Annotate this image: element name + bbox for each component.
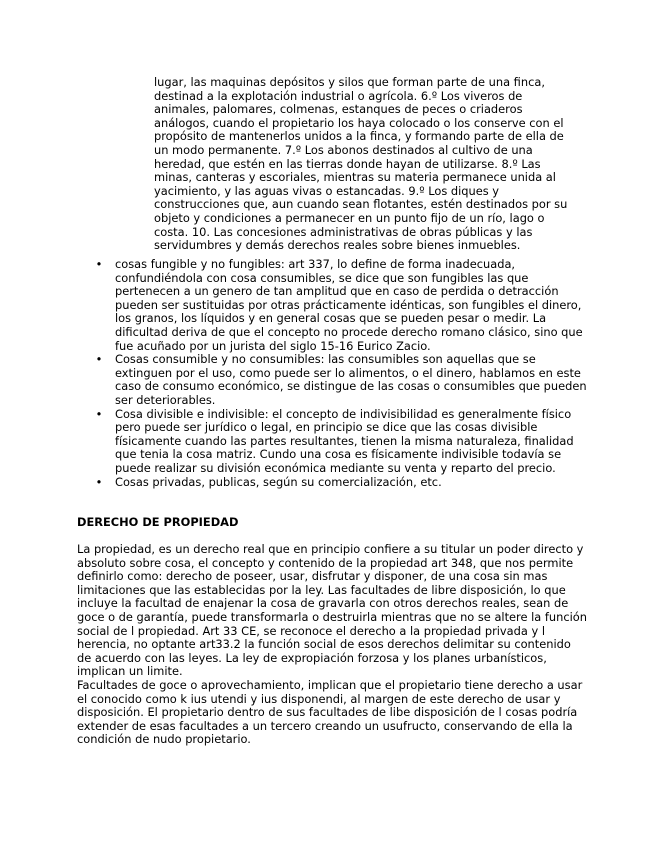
list-item-text: Cosa divisible e indivisible: el concepto de indivisibilidad es generalmente físico pero puede ser jurídico o legal, en principio se dice que las cosas divisible físicamente cuando las partes resultantes, tienen la misma naturaleza, finalidad que tenia la cosa matriz. Cundo una cosa es físicamente indivisible todavía se puede realizar su división económica mediante su venta y reparto del precio. — [115, 406, 574, 475]
section-heading: DERECHO DE PROPIEDAD — [77, 515, 239, 529]
list-item-text: cosas fungible y no fungibles: art 337, lo define de forma inadecuada, confundiéndola con cosa consumibles, se dice que son fungibles las que pertenecen a un genero de tan amplitud que en caso de perdida o detracción pueden ser sustituidas por otras prácticamente idénticas, son fungibles el dinero, los granos, los líquidos y en general cosas que se pueden pesar o medir. La dificultad deriva de que el concepto no procede derecho romano clásico, sino que fue acuñado por un jurista del siglo 15-16 Eurico Zacio. — [115, 257, 583, 353]
list-item — [88, 258, 588, 353]
list-item — [88, 408, 588, 476]
list-item-text: Cosas privadas, publicas, según su comercialización, etc. — [115, 474, 442, 489]
list-item — [88, 353, 588, 407]
bullet-list — [88, 258, 588, 489]
bullet-icon: • — [95, 352, 103, 367]
body-paragraph: La propiedad, es un derecho real que en principio confiere a su titular un poder directo y absoluto sobre cosa, el concepto y contenido de la propiedad art 348, que nos permite definirlo como: derecho de poseer, usar, disfrutar y disponer, de una cosa sin mas limitaciones que las establecidas por la ley. Las facultades de libre disposición, lo que incluye la facultad de enajenar la cosa de gravarla con otros derechos reales, sean de goce o de garantía, puede transformarla o destruirla mientras que no se altere la función social de l propiedad. Art 33 CE, se reconoce el derecho a la propiedad privada y l herencia, no optante art33.2 la función social de esos derechos delimitar su contenido de acuerdo con las leyes. La ley de expropiación forzosa y los planes urbanísticos, implican un limite. — [77, 542, 587, 679]
continuation-paragraph: lugar, las maquinas depósitos y silos que forman parte de una finca, destinad a la explotación industrial o agrícola. 6.º Los viveros de animales, palomares, colmenas, estanques de peces o criaderos análogos, cuando el propietario los haya colocado o los conserve con el propósito de mantenerlos unidos a la finca, y formando parte de ella de un modo permanente. 7.º Los abonos destinados al cultivo de una heredad, que estén en las tierras donde hayan de utilizarse. 8.º Las minas, canteras y escoriales, mientras su materia permanece unida al yacimiento, y las aguas vivas o estancadas. 9.º Los diques y construcciones que, aun cuando sean flotantes, estén destinados por su objeto y condiciones a permanecer en un punto fijo de un río, lago o costa. 10. Las concesiones administrativas de obras públicas y las servidumbres y demás derechos reales sobre bienes inmuebles. — [154, 75, 568, 253]
list-item-text: Cosas consumible y no consumibles: las consumibles son aquellas que se extinguen por el uso, como puede ser lo alimentos, o el dinero, hablamos en este caso de consumo económico, se distingue de las cosas o consumibles que pueden ser deteriorables. — [115, 352, 587, 407]
bullet-icon: • — [95, 257, 103, 271]
body-paragraph: Facultades de goce o aprovechamiento, implican que el propietario tiene derecho a usar el conocido como k ius utendi y ius disponendi, al margen de este derecho de usar y disposición. El propietario dentro de sus facultades de libe disposición de l cosas podría extender de esas facultades a un tercero creando un usufructo, conservando de ella la condición de nudo propietario. — [77, 677, 583, 747]
bullet-icon: • — [95, 406, 103, 421]
section-body — [77, 543, 587, 747]
bullet-icon: • — [95, 474, 103, 489]
list-item — [88, 476, 588, 490]
